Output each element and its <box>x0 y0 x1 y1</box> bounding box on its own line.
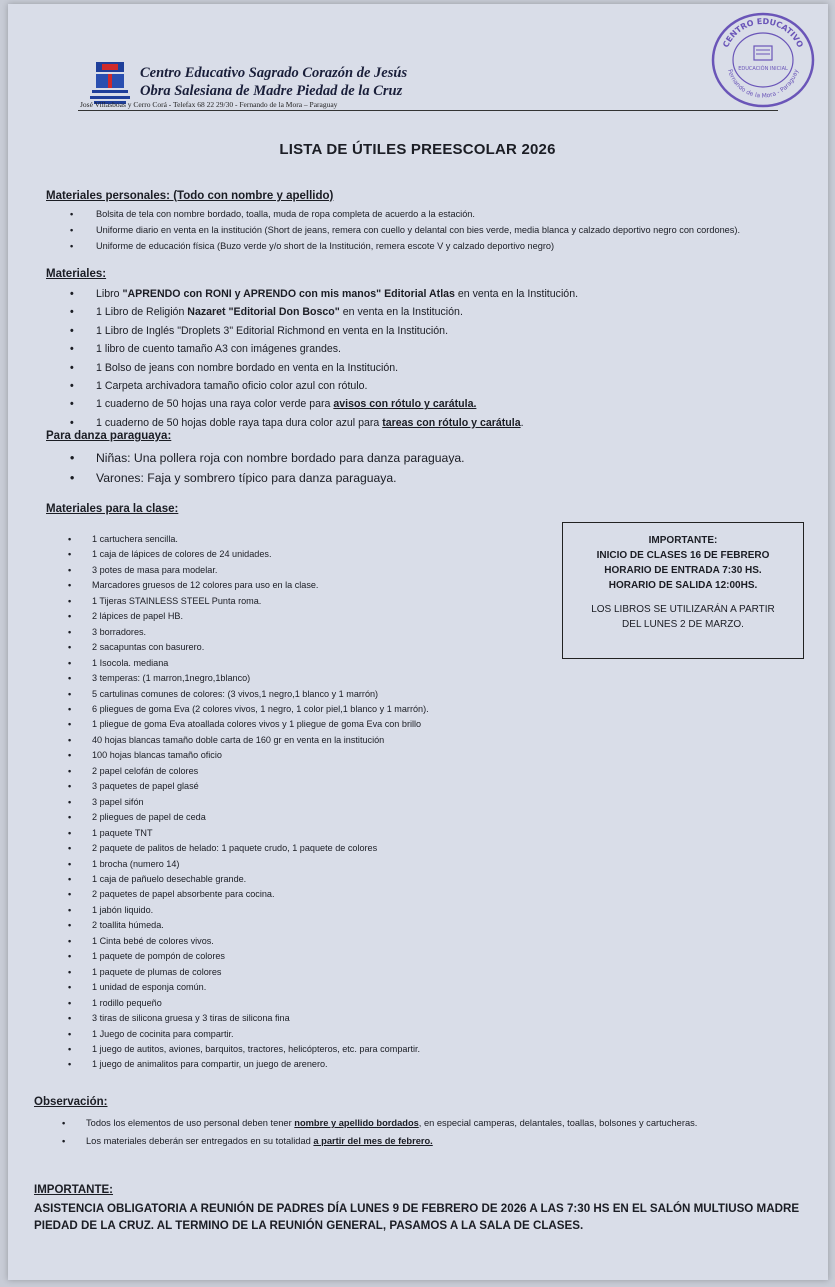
list-item: • Uniforme diario en venta en la institución (Short de jeans, remera con cuello y delantal con bies verde, media blanca y calzado deportivo negro con cordones). <box>96 222 796 238</box>
list-item: • 1 caja de pañuelo desechable grande. <box>92 872 562 887</box>
list-item: • 1 paquete de plumas de colores <box>92 965 562 980</box>
final-heading: IMPORTANTE: <box>34 1184 114 1196</box>
list-item: • 3 potes de masa para modelar. <box>92 563 562 578</box>
list-item: • Libro "APRENDO con RONI y APRENDO con mis manos" Editorial Atlas en venta en la Institución. <box>96 285 796 303</box>
final-notice: ASISTENCIA OBLIGATORIA A REUNIÓN DE PADRES DÍA LUNES 9 DE FEBRERO DE 2026 A LAS 7:30 HS EN EL SALÓN MULTIUSO MADRE PIEDAD DE LA CRUZ. AL TERMINO DE LA REUNIÓN GENERAL, PASAMOS A LA SALA DE CLASES. <box>34 1202 800 1232</box>
list-item: • 3 paquetes de papel glasé <box>92 779 562 794</box>
page-title: LISTA DE ÚTILES PREESCOLAR 2026 <box>279 141 556 158</box>
list-item: • 1 Juego de cocinita para compartir. <box>92 1027 562 1042</box>
clase-heading: Materiales para la clase: <box>46 503 179 515</box>
list-item: • 1 libro de cuento tamaño A3 con imágenes grandes. <box>96 340 796 358</box>
list-item: • 3 borradores. <box>92 625 562 640</box>
list-item: • Los materiales deberán ser entregados en su totalidad a partir del mes de febrero. <box>86 1135 786 1148</box>
observacion-heading: Observación: <box>34 1096 108 1108</box>
list-item: • Varones: Faja y sombrero típico para danza paraguaya. <box>96 468 796 488</box>
list-item: • 2 pliegues de papel de ceda <box>92 810 562 825</box>
list-item: • 1 Bolso de jeans con nombre bordado en venta en la Institución. <box>96 359 796 377</box>
list-item: • 1 cuaderno de 50 hojas una raya color verde para avisos con rótulo y carátula. <box>96 395 796 413</box>
list-item: • Marcadores gruesos de 12 colores para uso en la clase. <box>92 578 562 593</box>
list-item: • 100 hojas blancas tamaño oficio <box>92 748 562 763</box>
school-name: Centro Educativo Sagrado Corazón de Jesús <box>140 65 408 81</box>
svg-text:EDUCACIÓN INICIAL: EDUCACIÓN INICIAL <box>738 66 788 72</box>
list-item: • 1 cuaderno de 50 hojas doble raya tapa dura color azul para tareas con rótulo y carátula. <box>96 414 796 432</box>
list-item: • 1 paquete de pompón de colores <box>92 949 562 964</box>
list-item: • 6 pliegues de goma Eva (2 colores vivos, 1 negro, 1 color piel,1 blanco y 1 marrón). <box>92 702 562 717</box>
school-address: José Villasboas y Cerro Corá - Telefax 68 22 29/30 - Fernando de la Mora – Paraguay <box>80 100 338 109</box>
list-item: • 2 paquete de palitos de helado: 1 paquete crudo, 1 paquete de colores <box>92 841 562 856</box>
list-item: • 1 Tijeras STAINLESS STEEL Punta roma. <box>92 594 562 609</box>
list-item: • 1 Cinta bebé de colores vivos. <box>92 934 562 949</box>
notice-line: HORARIO DE SALIDA 12:00HS. <box>608 580 758 591</box>
list-item: • 2 paquetes de papel absorbente para cocina. <box>92 887 562 902</box>
list-item: • 1 juego de animalitos para compartir, un juego de arenero. <box>92 1057 562 1072</box>
list-item: • 1 cartuchera sencilla. <box>92 532 562 547</box>
svg-text:Fernando de la Mora - Paraguay: Fernando de la Mora - Paraguay <box>726 68 800 100</box>
list-item: • 5 cartulinas comunes de colores: (3 vivos,1 negro,1 blanco y 1 marrón) <box>92 687 562 702</box>
notice-line: LOS LIBROS SE UTILIZARÁN A PARTIR <box>591 604 775 615</box>
list-item: • 2 lápices de papel HB. <box>92 609 562 624</box>
list-item: • 40 hojas blancas tamaño doble carta de 160 gr en venta en la institución <box>92 733 562 748</box>
list-item: • 2 sacapuntas con basurero. <box>92 640 562 655</box>
school-subtitle: Obra Salesiana de Madre Piedad de la Cruz <box>140 83 403 99</box>
list-item: • 3 papel sifón <box>92 795 562 810</box>
list-item: • 1 Isocola. mediana <box>92 656 562 671</box>
list-item: • 3 temperas: (1 marron,1negro,1blanco) <box>92 671 562 686</box>
school-header <box>140 64 407 100</box>
list-item: • 1 unidad de esponja común. <box>92 980 562 995</box>
notice-line: HORARIO DE ENTRADA 7:30 HS. <box>604 565 762 576</box>
list-item: • 2 papel celofán de colores <box>92 764 562 779</box>
svg-text:CENTRO EDUCATIVO: CENTRO EDUCATIVO <box>721 16 805 49</box>
school-seal-stamp <box>710 10 816 110</box>
clase-list <box>92 532 562 1073</box>
list-item: • 1 paquete TNT <box>92 826 562 841</box>
notice-line: DEL LUNES 2 DE MARZO. <box>622 619 744 630</box>
list-item: • 1 caja de lápices de colores de 24 unidades. <box>92 547 562 562</box>
list-item: • Uniforme de educación física (Buzo verde y/o short de la Institución, remera escote V y calzado deportivo negro) <box>96 238 796 254</box>
list-item: • Niñas: Una pollera roja con nombre bordado para danza paraguaya. <box>96 448 796 468</box>
notice-heading: IMPORTANTE: <box>648 535 718 546</box>
notice-line: INICIO DE CLASES 16 DE FEBRERO <box>596 550 770 561</box>
personal-heading: Materiales personales: (Todo con nombre y apellido) <box>46 190 334 202</box>
danza-heading: Para danza paraguaya: <box>46 430 172 442</box>
list-item: • 2 toallita húmeda. <box>92 918 562 933</box>
list-item: • 1 brocha (numero 14) <box>92 857 562 872</box>
materiales-list <box>96 285 796 432</box>
list-item: • 1 Carpeta archivadora tamaño oficio color azul con rótulo. <box>96 377 796 395</box>
list-item: • 1 pliegue de goma Eva atoallada colores vivos y 1 pliegue de goma Eva con brillo <box>92 717 562 732</box>
list-item: • 1 juego de autitos, aviones, barquitos, tractores, helicópteros, etc. para compartir. <box>92 1042 562 1057</box>
personal-list <box>96 206 796 254</box>
list-item: • Bolsita de tela con nombre bordado, toalla, muda de ropa completa de acuerdo a la estación. <box>96 206 796 222</box>
list-item: • 1 Libro de Inglés "Droplets 3" Editorial Richmond en venta en la Institución. <box>96 322 796 340</box>
list-item: • 1 Libro de Religión Nazaret "Editorial Don Bosco" en venta en la Institución. <box>96 303 796 321</box>
materiales-heading: Materiales: <box>46 268 107 280</box>
header-divider <box>78 110 778 111</box>
list-item: • 1 jabón liquido. <box>92 903 562 918</box>
list-item: • Todos los elementos de uso personal deben tener nombre y apellido bordados, en especial camperas, delantales, toallas, bolsones y cartucheras. <box>86 1117 786 1130</box>
danza-list <box>96 448 796 488</box>
observacion-list <box>86 1117 786 1153</box>
list-item: • 3 tiras de silicona gruesa y 3 tiras de silicona fina <box>92 1011 562 1026</box>
important-notice-box <box>562 522 804 659</box>
list-item: • 1 rodillo pequeño <box>92 996 562 1011</box>
